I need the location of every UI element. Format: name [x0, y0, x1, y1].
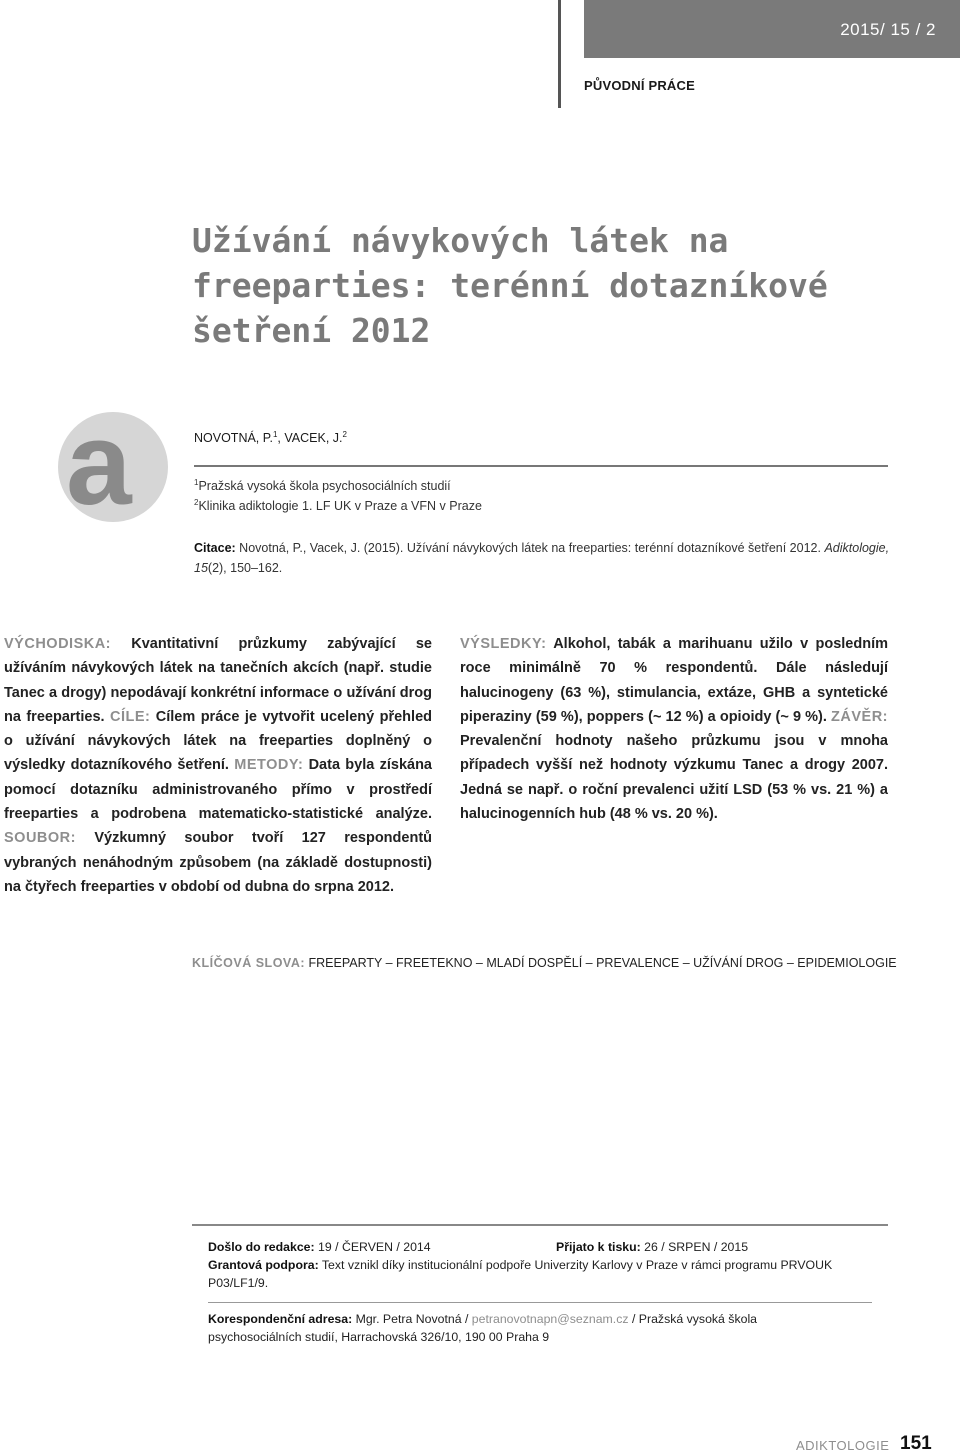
abstract-heading-results: VÝSLEDKY:	[460, 636, 547, 652]
authors	[194, 430, 347, 445]
author-2-affiliation: 2	[342, 430, 347, 439]
abstract-background: Kvantitativní průzkumy zabývající se užíváním návykových látek na tanečních akcích (např. studie Tanec a drogy) nepodávají konkrétní informace o užívání drog na freeparties.	[4, 636, 432, 725]
issue-number: 2015/ 15 / 2	[840, 20, 936, 39]
accepted-value: 26 / SRPEN / 2015	[640, 1240, 749, 1254]
author-1-affiliation: 1	[272, 430, 278, 439]
keywords-label: KLÍČOVÁ SLOVA:	[192, 956, 306, 970]
footer-journal-name: ADIKTOLOGIE	[796, 1438, 890, 1453]
affiliation-1-text: Pražská vysoká škola psychosociálních studií	[198, 479, 451, 494]
correspondence-address	[208, 1310, 848, 1346]
citation-text: Novotná, P., Vacek, J. (2015). Užívání návykových látek na freeparties: terénní dotazníkové šetření 2012.	[235, 541, 825, 555]
abstract-methods: Data byla získána pomocí dotazníku administrovaného přímo v prostředí freeparties a podrobena matematicko-statistické analýze.	[4, 757, 432, 823]
grant-text: Text vznikl díky institucionální podpoře Univerzity Karlovy v Praze v rámci programu PRVOUK P03/LF1/9.	[208, 1258, 833, 1290]
affiliation-2-number: 2	[194, 498, 199, 507]
citation-label: Citace:	[194, 541, 236, 555]
authors-divider	[194, 465, 888, 467]
grant-support	[208, 1256, 848, 1292]
abstract-heading-aims: CÍLE:	[109, 708, 151, 725]
received-date	[208, 1238, 431, 1256]
grant-label: Grantová podpora:	[208, 1258, 319, 1272]
info-divider	[208, 1302, 872, 1303]
affiliation-1	[194, 478, 451, 493]
citation-rest: (2), 150–162.	[207, 561, 283, 575]
issue-band	[584, 0, 960, 58]
article-title: Užívání návykových látek na freeparties: terénní dotazníkové šetření 2012	[192, 221, 828, 350]
abstract-conclusion: Prevalenční hodnoty našeho průzkumu jsou v mnoha případech vyšší než hodnoty výzkumu Tanec a drogy 2007. Jedná se např. o roční prevalenci užití LSD (53 % vs. 21 %) a halucinogenních hub (48 % vs. 20 %).	[460, 733, 888, 823]
page-number: 151	[900, 1433, 932, 1454]
abstract-left-column	[4, 632, 432, 899]
accepted-date	[556, 1238, 748, 1256]
accepted-label: Přijato k tisku:	[556, 1240, 641, 1254]
section-label: PŮVODNÍ PRÁCE	[584, 78, 695, 93]
correspondence-name: Mgr. Petra Novotná /	[352, 1312, 472, 1326]
abstract-right-column	[460, 632, 888, 826]
affiliation-2	[194, 498, 482, 513]
abstract-aims: Cílem práce je vytvořit ucelený přehled o užívání návykových látek na freeparties doplněný o výsledky dotazníkového šetření.	[4, 708, 432, 774]
citation	[194, 538, 894, 578]
author-separator: ,	[277, 431, 285, 446]
abstract-heading-sample: SOUBOR:	[4, 830, 76, 847]
abstract-results: Alkohol, tabák a marihuanu užilo v posledním roce minimálně 70 % respondentů. Dále následují halucinogeny (63 %), stimulancia, extáze, GHB a syntetické piperaziny (59 %), poppers (~ 12 %) a opioidy (~ 9 %).	[460, 636, 888, 725]
abstract-heading-methods: METODY:	[234, 757, 304, 774]
correspondence-rest: / Pražská vysoká škola psychosociálních studií, Harrachovská 326/10, 190 00 Praha 9	[208, 1312, 758, 1344]
keywords	[192, 956, 897, 970]
affiliation-2-text: Klinika adiktologie 1. LF UK v Praze a VFN v Praze	[198, 499, 482, 514]
abstract-heading-background: VÝCHODISKA:	[4, 636, 112, 652]
received-label: Došlo do redakce:	[208, 1240, 315, 1254]
correspondence-label: Korespondenční adresa:	[208, 1312, 353, 1326]
abstract-heading-conclusion: ZÁVĚR:	[831, 708, 889, 725]
header-divider	[558, 0, 561, 108]
citation-journal: Adiktologie, 15	[194, 541, 890, 575]
author-2: VACEK, J.	[284, 431, 343, 446]
abstract-sample: Výzkumný soubor tvoří 127 respondentů vybraných nenáhodným způsobem (na základě dostupnosti) na čtyřech freeparties v období od dubna do srpna 2012.	[4, 830, 432, 895]
author-1: NOVOTNÁ, P.	[194, 431, 273, 446]
correspondence-email-link[interactable]: petranovotnapn@seznam.cz	[471, 1312, 629, 1326]
keywords-list: FREEPARTY – FREETEKNO – MLADÍ DOSPĚLÍ – PREVALENCE – UŽÍVÁNÍ DROG – EPIDEMIOLOGIE	[305, 956, 897, 970]
journal-logo-icon	[58, 412, 168, 522]
logo-letter: a	[66, 412, 132, 522]
received-value: 19 / ČERVEN / 2014	[314, 1240, 431, 1254]
affiliation-1-number: 1	[194, 478, 199, 487]
